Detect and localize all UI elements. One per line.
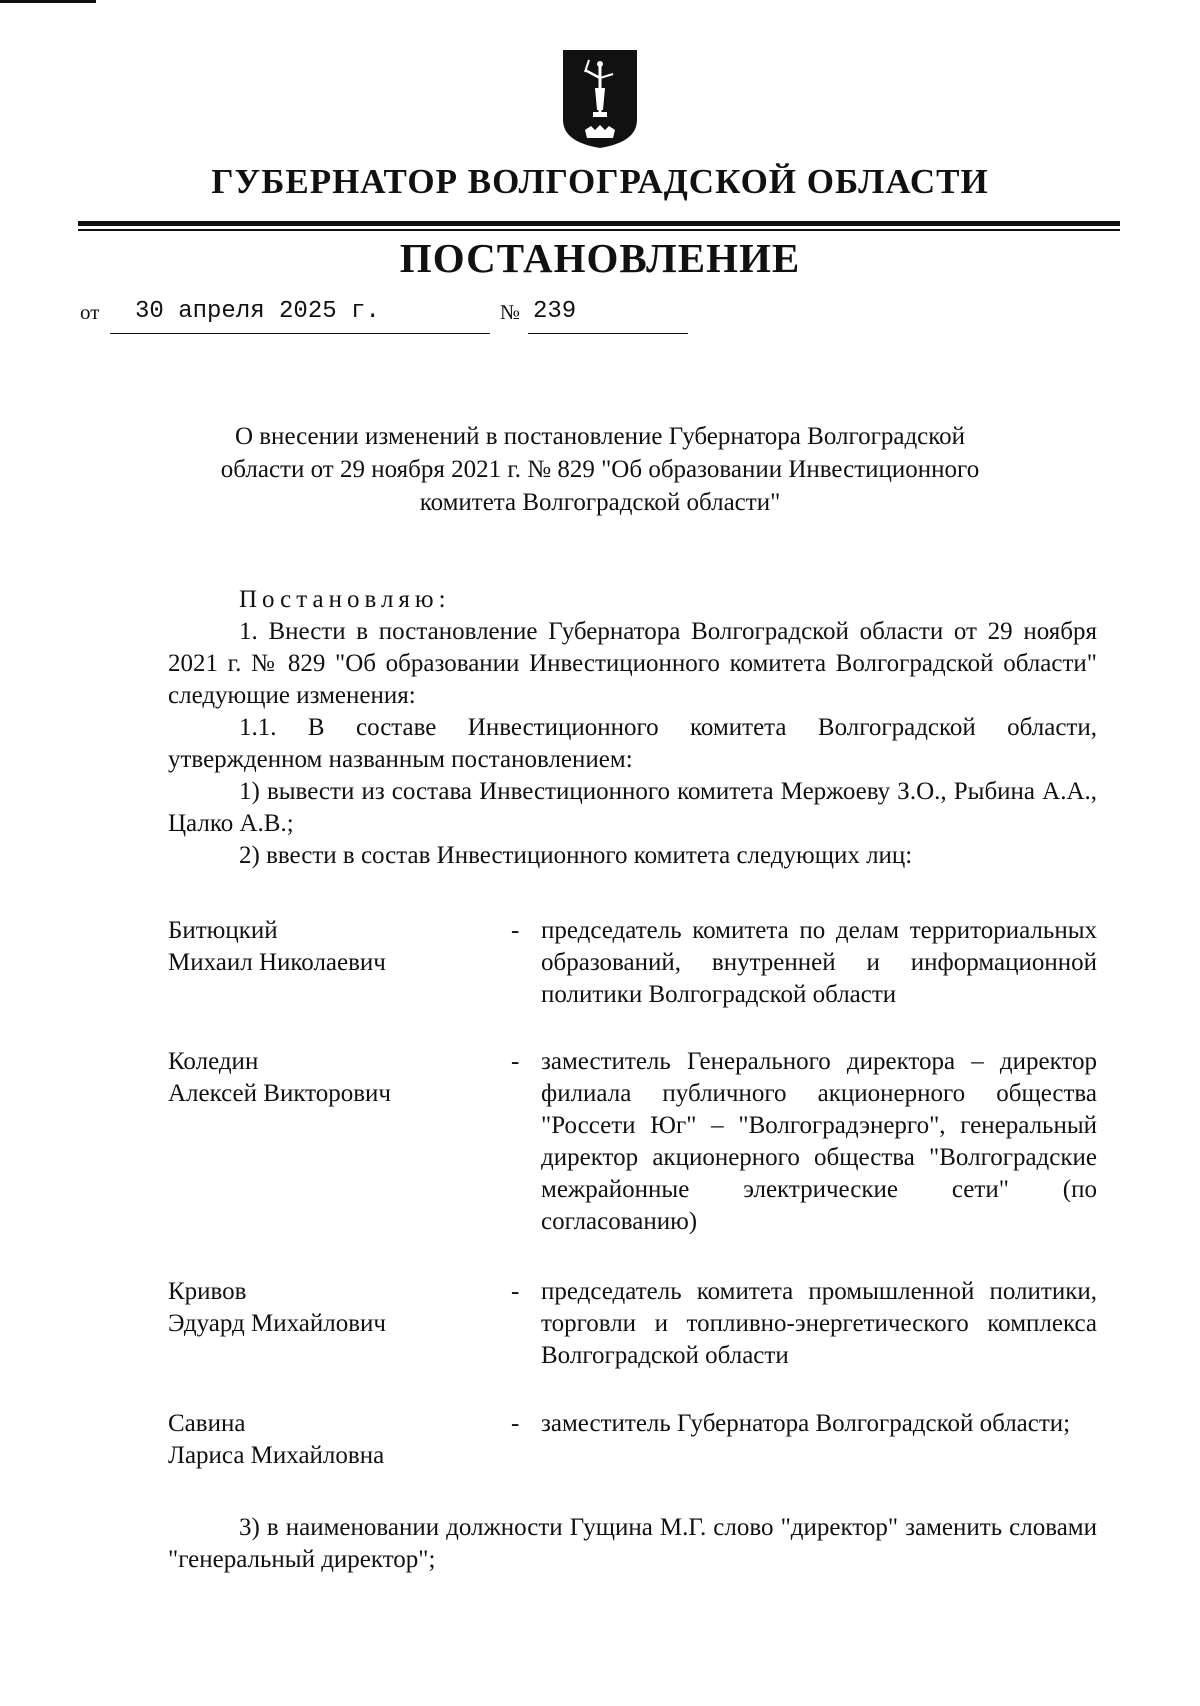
scan-corner-mark [0,0,96,3]
number-label: № [500,300,521,324]
member-name [168,1046,488,1110]
issuing-authority: ГУБЕРНАТОР ВОЛГОГРАДСКОЙ ОБЛАСТИ [211,162,989,201]
subject-line: комитета Волгоградской области" [419,489,781,516]
header-rule-thick [78,221,1120,226]
member-name [168,1408,488,1472]
member-position: председатель комитета по делам территориальных образований, внутренней и информационной политики Волгоградской области [541,917,1097,1008]
member-dash: - [511,1278,520,1305]
date-label: от [80,300,100,324]
paragraph-1-1: 1.1. В составе Инвестиционного комитета Волгоградской области, утвержденном названным постановлением: [168,714,1097,773]
member-dash: - [511,1410,520,1437]
member-surname: Савина [168,1410,246,1437]
final-section [168,1512,1097,1576]
paragraph-remove-members: 1) вывести из состава Инвестиционного комитета Мержоеву З.О., Рыбина А.А., Цалко А.В.; [168,778,1097,837]
subject-line: О внесении изменений в постановление Губернатора Волгоградской [234,423,966,450]
member-name [168,1276,488,1340]
document-type: ПОСТАНОВЛЕНИЕ [399,235,801,281]
member-surname: Битюцкий [168,917,278,944]
member-given-names: Лариса Михайловна [168,1442,385,1469]
member-name [168,915,488,979]
document-number: 239 [533,298,577,325]
volgograd-coat-of-arms-icon [561,48,639,150]
member-dash: - [511,917,520,944]
member-given-names: Алексей Викторович [168,1080,391,1107]
decree-word: Постановляю: [239,586,451,613]
member-position: заместитель Генерального директора – директор филиала публичного акционерного общества "Россети Юг" – "Волгоградэнерго", генеральный директор акционерного общества "Волгоградские межрайонные электрические сети" (по согласованию) [541,1048,1097,1235]
subject-line: области от 29 ноября 2021 г. № 829 "Об образовании Инвестиционного [220,456,980,483]
member-surname: Кривов [168,1278,247,1305]
document-body [168,584,1097,872]
member-given-names: Михаил Николаевич [168,949,386,976]
document-subject [150,420,1050,519]
date-underline [110,333,490,334]
member-position: председатель комитета промышленной политики, торговли и топливно-энергетического комплекса Волгоградской области [541,1278,1097,1369]
member-given-names: Эдуард Михайлович [168,1310,386,1337]
member-position: заместитель Губернатора Волгоградской области; [541,1410,1071,1437]
number-underline [528,333,688,334]
header-rule-thin [78,229,1120,231]
member-dash: - [511,1048,520,1075]
member-surname: Коледин [168,1048,259,1075]
paragraph-add-members: 2) ввести в состав Инвестиционного комитета следующих лиц: [239,842,913,869]
document-date: 30 апреля 2025 г. [135,298,380,325]
paragraph-1: 1. Внести в постановление Губернатора Волгоградской области от 29 ноября 2021 г. № 829 "Об образовании Инвестиционного комитета Волгоградской области" следующие изменения: [168,618,1097,709]
paragraph-rename-position: 3) в наименовании должности Гущина М.Г. слово "директор" заменить словами "генеральный директор"; [168,1514,1097,1573]
